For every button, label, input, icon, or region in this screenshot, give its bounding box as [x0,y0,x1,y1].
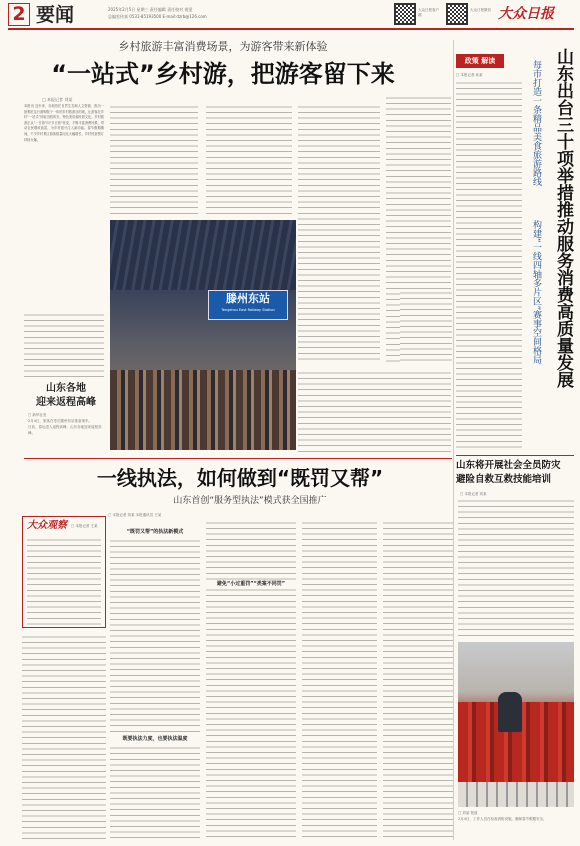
right-bottom-byline: □ 本报记者 刘某 [460,492,487,496]
masthead [8,3,574,30]
story2-headline: 一线执法，如何做到“既罚又帮” [96,466,384,490]
column-text [27,537,101,625]
right-top-headline: 山东出台三十项举措推动服务消费高质量发展 [553,48,573,388]
story1-kicker: 乡村旅游丰富消费场景，为游客带来新体验 [118,40,328,53]
qr-code-1 [394,3,416,25]
column-divider [453,40,454,840]
masthead-meta: 2025年2月5日 星期三 责任编辑 责任校对 视觉 总编室传真 0531-85193500 E-mail:dzrb@126.com [108,7,207,19]
fire-photo-caption: □ 刘某 报道 2月4日，工作人员在检查消防设施，确保春节假期安全。 [458,811,547,821]
story2-text-col1 [22,634,106,839]
paper-logo: 大众日报 [498,6,554,22]
policy-label: 政策 解读 [456,54,504,68]
station-roof [110,220,296,290]
station-sign: 滕州东站 Tengzhou East Railway Station [208,290,288,320]
qr-label-1: 大众日报客户端 [418,8,439,17]
story2-text-col2 [110,538,200,838]
blue-subhead-2: 构建“一线四轴多片区”赛事空间格局 [531,220,541,365]
page-number: 2 [8,3,30,26]
story1-headline: “一站式”乡村游，把游客留下来 [51,60,395,88]
right-top-text-b [400,290,452,364]
story2-text-col3 [206,520,296,838]
story1-text-col2 [110,104,198,214]
fire-equipment-photo [458,642,574,807]
story2-subhead: 山东首创“服务型执法”模式获全国推广 [173,496,327,506]
right-bottom-text [458,498,574,638]
firefighter-figure [498,692,522,732]
equipment-shelf [458,782,574,807]
story1-byline: □ 本报记者 刘某 [42,97,73,102]
blue-subhead-1: 每市打造一条精品美食旅游路线 [531,60,541,186]
station-photo [110,220,296,450]
story1-body-col1: 本报讯 近年来，各地依托自然生态和人文资源，推出一批集吃住行游购娱于一体的乡村旅游目的地，让游客在乡村“一站式”体验田园风光、特色美食和民俗文化。乡村旅游正从“一日游”向“多日游”转变，不断丰富消费场景，带动农民增收致富，为乡村振兴注入新动能。春节假期期间，不少乡村景区游客数量同比大幅增长，乡村民宿预订持续火爆。 [24,104,104,142]
story1-text-col3 [206,104,292,214]
right-top-byline: □ 本报记者 孙某 [456,73,483,77]
story2-text-col4 [302,520,377,838]
section-title: 要闻 [36,4,75,26]
right-bottom-rule [456,455,574,456]
story2-top-rule [24,458,452,459]
story2-sub3: 既要执法力度，也要执法温度 [110,735,200,743]
story2-sub2: 避免“小过重罚”“类案不同罚” [206,580,296,588]
story2-sub1: “既罚又帮”的执法新模式 [126,529,184,535]
qr-label-2: 大众日报微信 [470,8,491,12]
column-box [22,516,106,628]
story1-text-col1-lower [24,312,104,378]
story1-text-col4 [298,104,380,364]
story2-text-col5 [383,520,453,838]
story2-byline: □ 本报记者 刘某 本报通讯员 王某 [108,513,162,517]
station-platform [110,370,296,450]
qr-code-2 [446,3,468,25]
right-top-text-a [456,80,522,450]
story1-text-lower-mid [298,370,451,454]
right-bottom-headline: 山东将开展社会全员防灾 避险自救互救技能培训 [456,460,561,485]
photo-overlay-title: 山东各地 迎来返程高峰 [36,383,96,408]
column-title: 大众观察 [27,520,67,531]
column-author: □ 本报记者 王某 [71,524,98,528]
station-photo-caption: □ 新华社发 2月4日，旅客在枣庄滕州东站准备乘车。 日前，春运进入返程高峰，山东各地迎来返程高峰。 [28,413,102,435]
